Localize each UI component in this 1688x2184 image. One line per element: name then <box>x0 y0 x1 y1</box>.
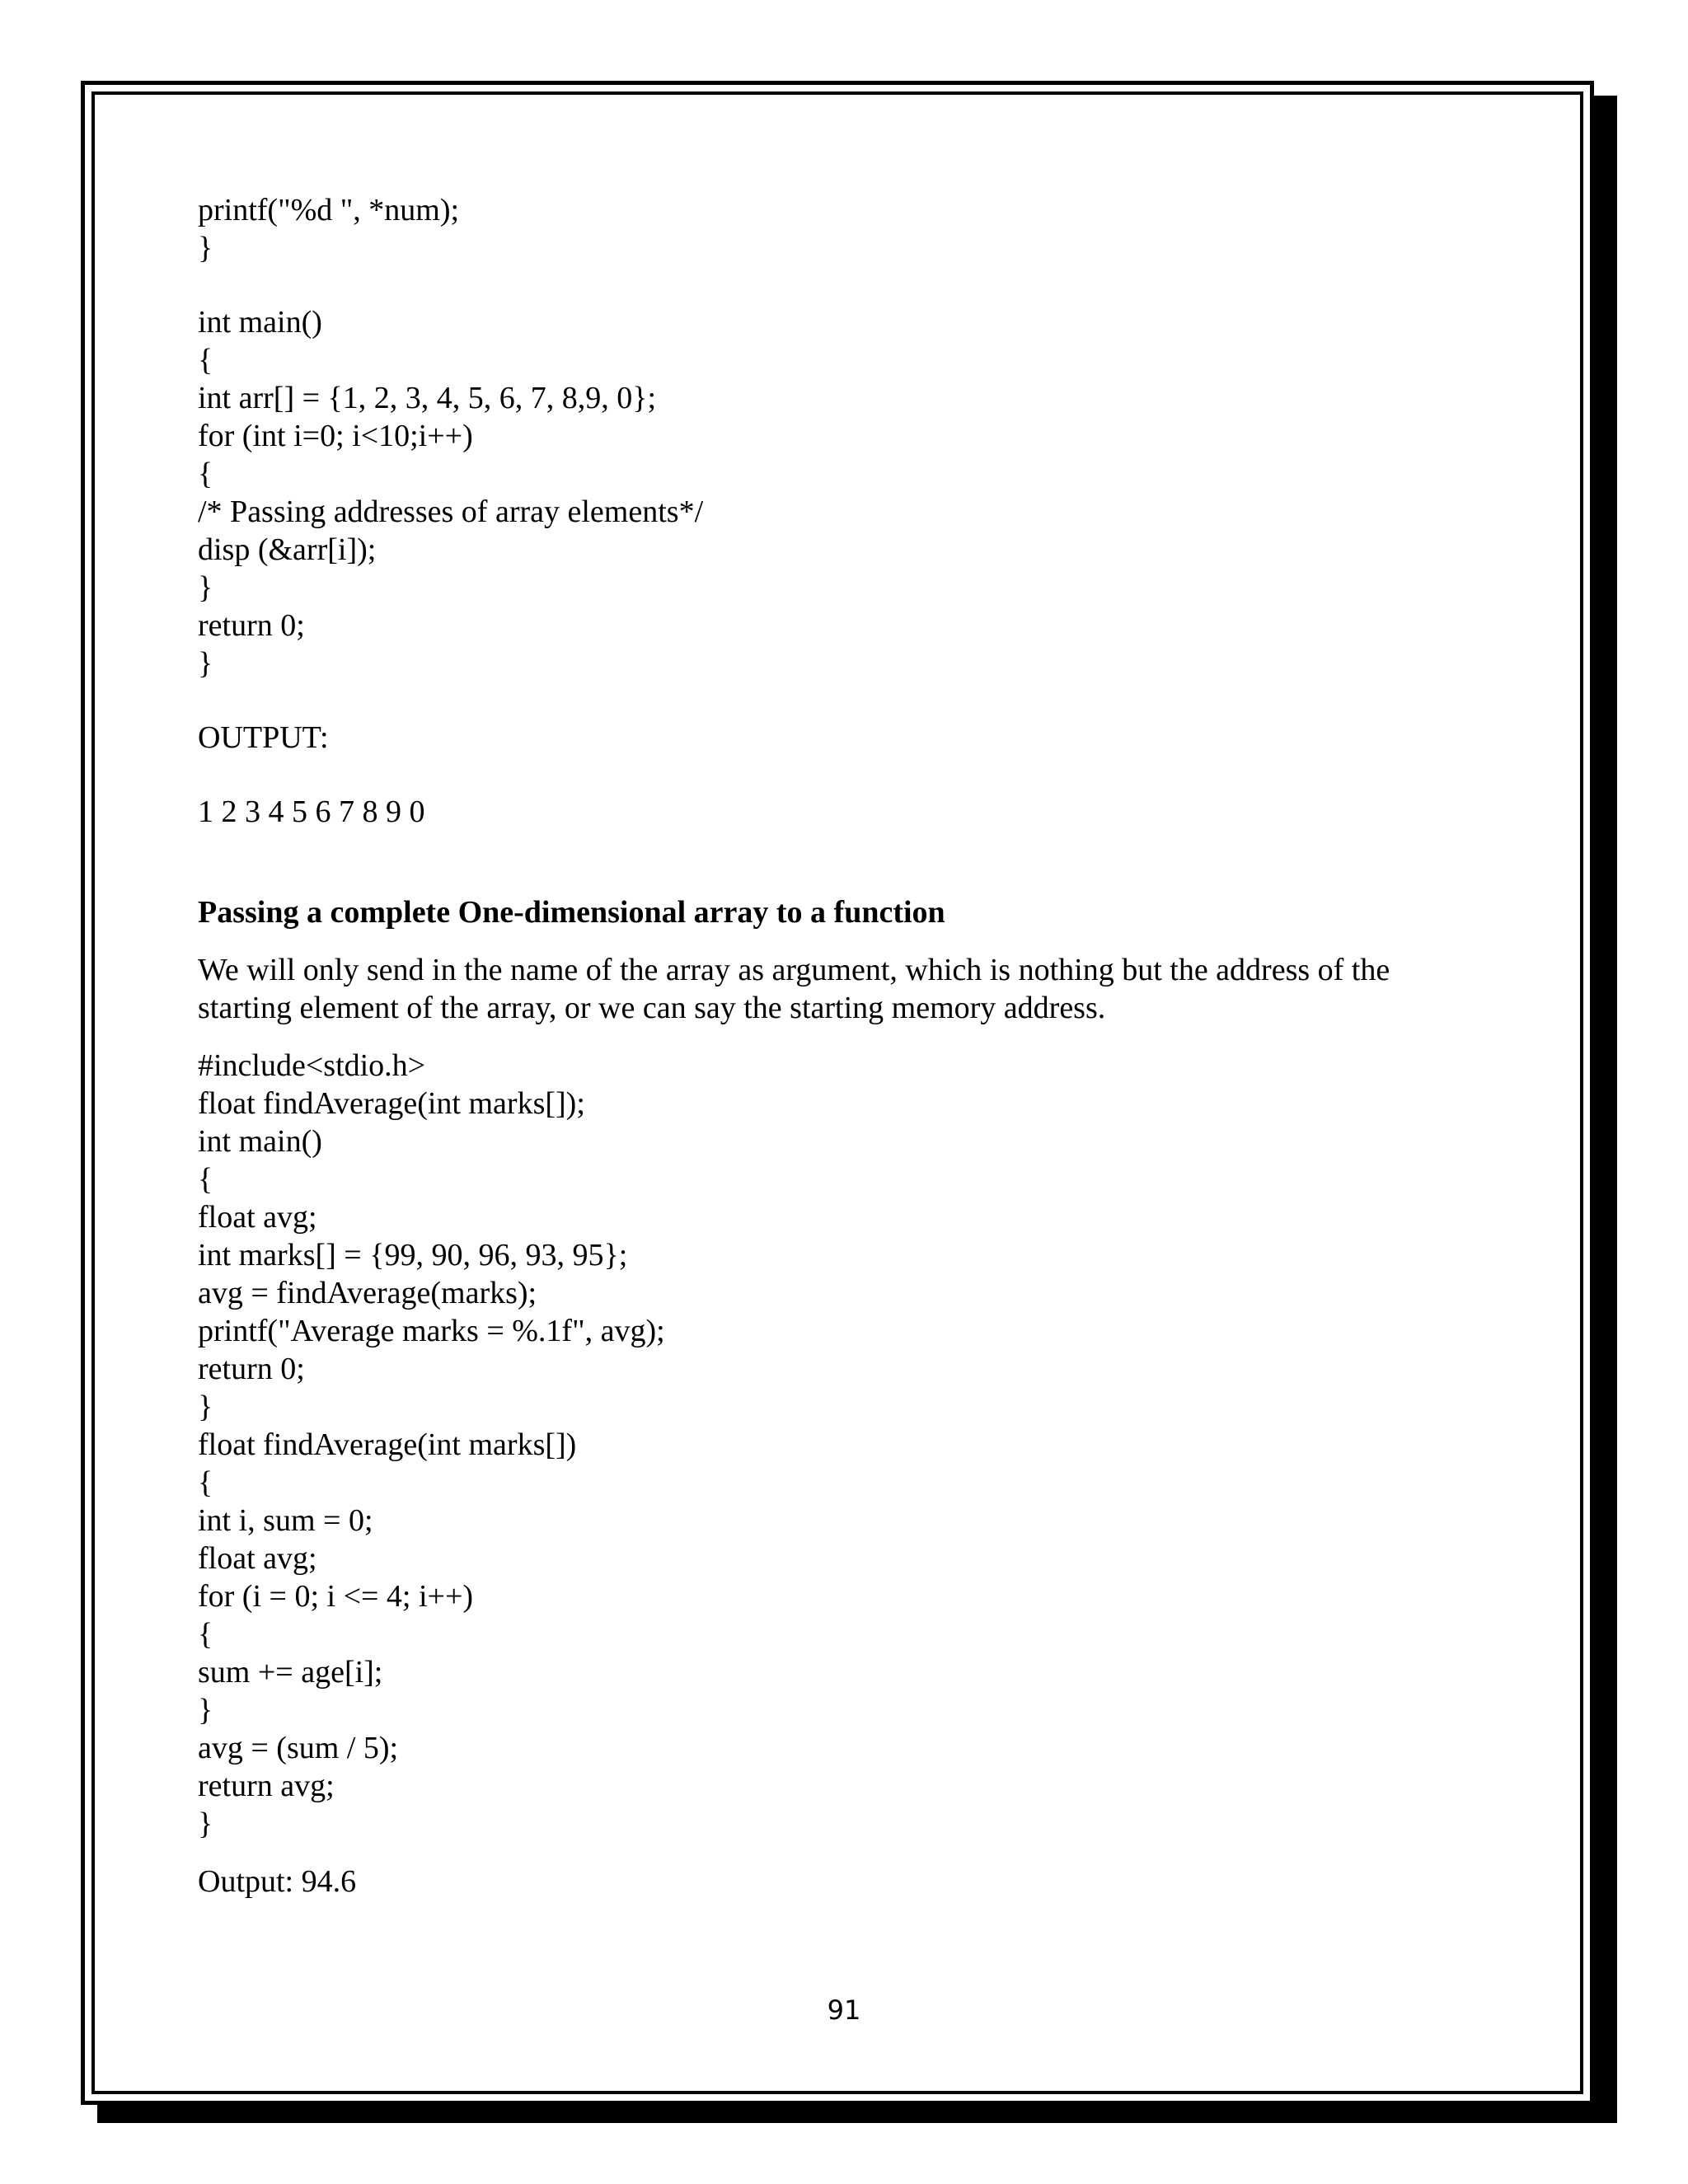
code-line: int arr[] = {1, 2, 3, 4, 5, 6, 7, 8,9, 0}; <box>198 381 657 415</box>
code-line: { <box>198 1617 213 1652</box>
code-line: return 0; <box>198 608 305 643</box>
code-line: sum += age[i]; <box>198 1655 383 1690</box>
code-line: #include<stdio.h> <box>198 1048 426 1083</box>
code-line: for (int i=0; i<10;i++) <box>198 419 473 453</box>
code-line: { <box>198 1162 213 1197</box>
code-line: { <box>198 343 213 377</box>
code-line: int i, sum = 0; <box>198 1503 373 1538</box>
code-line: disp (&arr[i]); <box>198 532 377 567</box>
code-line: { <box>198 457 213 491</box>
code-line: printf("Average marks = %.1f", avg); <box>198 1314 665 1348</box>
code-line: printf("%d ", *num); <box>198 193 460 227</box>
code-line: } <box>198 1807 213 1841</box>
code-line: float findAverage(int marks[]) <box>198 1427 577 1462</box>
code-block-find-average <box>198 1047 1484 1843</box>
code-line: avg = findAverage(marks); <box>198 1276 537 1310</box>
body-paragraph: We will only send in the name of the array as argument, which is nothing but the address of the starting element of the array, or we can say the starting memory address. <box>198 953 1390 1025</box>
section-heading: Passing a complete One-dimensional array to a function <box>198 895 945 930</box>
code-line: int main() <box>198 1124 322 1159</box>
code-line: } <box>198 1693 213 1727</box>
code-line: } <box>198 231 213 265</box>
code-block-main <box>198 303 1484 682</box>
code-line: for (i = 0; i <= 4; i++) <box>198 1579 474 1614</box>
output-value: 1 2 3 4 5 6 7 8 9 0 <box>198 794 425 829</box>
page-content <box>198 191 1484 1900</box>
output-label: OUTPUT: <box>198 720 329 755</box>
code-block-continuation <box>198 191 1484 267</box>
code-line: float avg; <box>198 1541 317 1576</box>
code-line: /* Passing addresses of array elements*/ <box>198 494 704 529</box>
code-line: } <box>198 646 213 681</box>
code-line: } <box>198 1390 213 1424</box>
code-line: } <box>198 570 213 605</box>
final-output: Output: 94.6 <box>198 1864 357 1899</box>
code-line: int marks[] = {99, 90, 96, 93, 95}; <box>198 1238 628 1272</box>
code-line: { <box>198 1465 213 1500</box>
code-line: avg = (sum / 5); <box>198 1731 399 1765</box>
code-line: return avg; <box>198 1769 335 1803</box>
code-line: float findAverage(int marks[]); <box>198 1086 585 1121</box>
page-number: 91 <box>827 1994 861 2026</box>
code-line: return 0; <box>198 1352 305 1386</box>
code-line: int main() <box>198 305 322 340</box>
code-line: float avg; <box>198 1200 317 1235</box>
